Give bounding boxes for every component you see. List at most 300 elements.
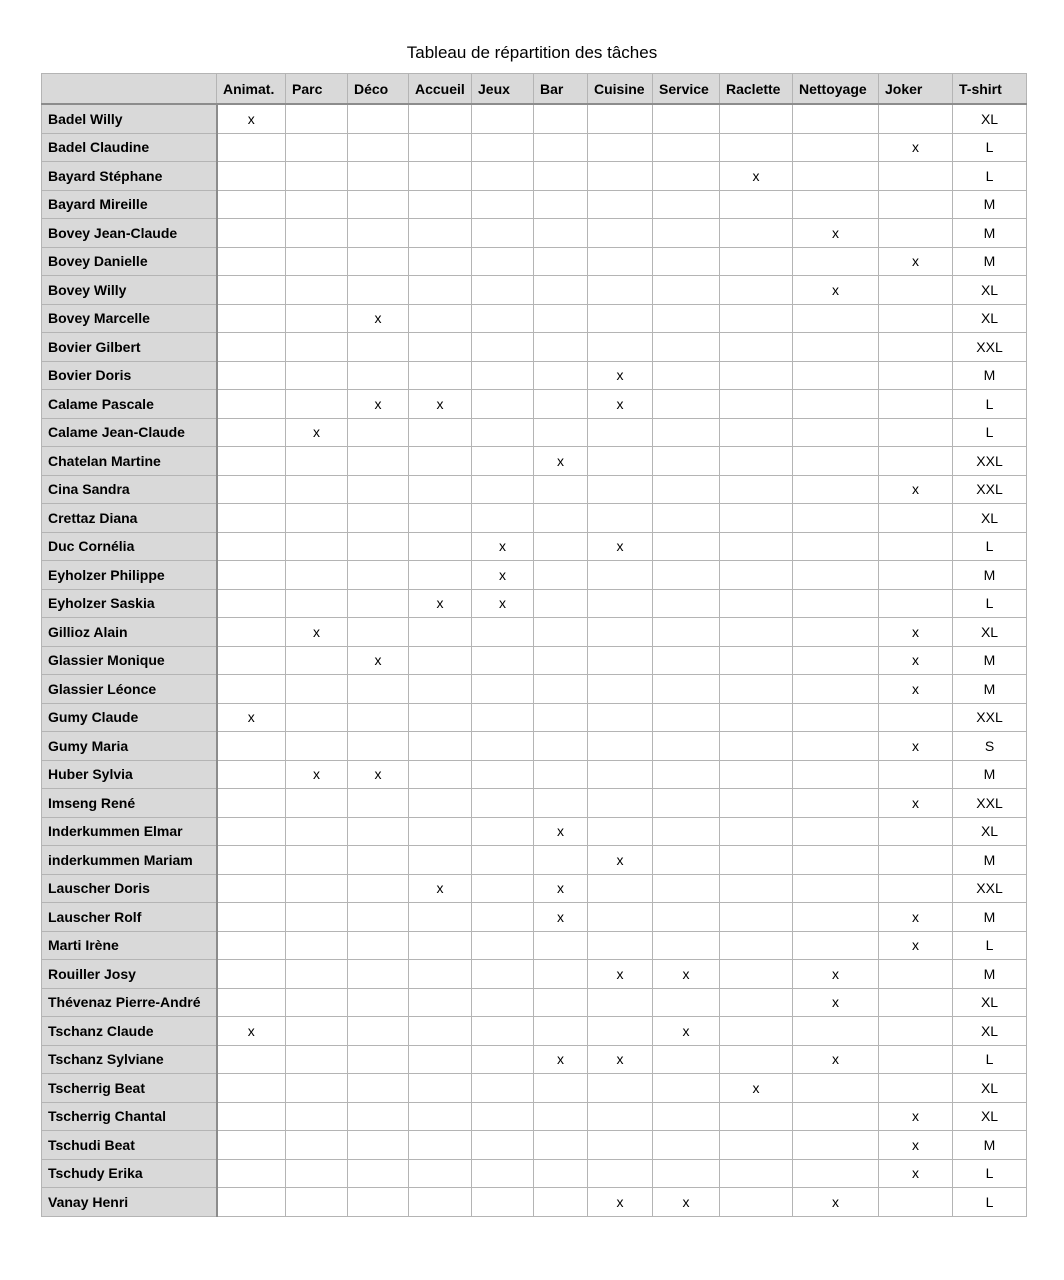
task-cell: x bbox=[286, 418, 348, 447]
task-cell bbox=[653, 304, 720, 333]
task-cell: x bbox=[286, 618, 348, 647]
person-name: Badel Willy bbox=[42, 104, 217, 133]
person-name: Badel Claudine bbox=[42, 133, 217, 162]
person-name: Eyholzer Philippe bbox=[42, 561, 217, 590]
task-cell bbox=[472, 903, 534, 932]
task-cell bbox=[793, 162, 879, 191]
tshirt-size-cell: L bbox=[953, 390, 1027, 419]
tshirt-size-cell: XXL bbox=[953, 447, 1027, 476]
task-cell bbox=[534, 247, 588, 276]
task-cell bbox=[720, 817, 793, 846]
task-cell bbox=[217, 561, 286, 590]
task-cell: x bbox=[472, 589, 534, 618]
task-cell bbox=[653, 1131, 720, 1160]
task-cell bbox=[348, 789, 409, 818]
table-row bbox=[42, 475, 1027, 504]
task-cell bbox=[793, 418, 879, 447]
tshirt-size-cell: XL bbox=[953, 1074, 1027, 1103]
task-cell bbox=[286, 789, 348, 818]
task-cell bbox=[653, 846, 720, 875]
task-cell bbox=[409, 1131, 472, 1160]
task-cell: x bbox=[653, 960, 720, 989]
task-cell bbox=[720, 1017, 793, 1046]
tshirt-size-cell: M bbox=[953, 247, 1027, 276]
task-cell bbox=[286, 104, 348, 133]
task-cell bbox=[720, 1045, 793, 1074]
task-cell bbox=[472, 846, 534, 875]
table-row bbox=[42, 361, 1027, 390]
task-cell bbox=[653, 988, 720, 1017]
task-cell bbox=[348, 447, 409, 476]
task-cell bbox=[534, 133, 588, 162]
task-cell bbox=[653, 219, 720, 248]
task-cell bbox=[409, 133, 472, 162]
table-row bbox=[42, 561, 1027, 590]
task-cell bbox=[879, 561, 953, 590]
person-name: Bovey Willy bbox=[42, 276, 217, 305]
task-cell bbox=[534, 988, 588, 1017]
task-cell bbox=[534, 931, 588, 960]
task-cell bbox=[720, 789, 793, 818]
table-body bbox=[42, 104, 1027, 1216]
column-header: Service bbox=[653, 74, 720, 105]
task-cell bbox=[348, 219, 409, 248]
task-cell: x bbox=[879, 646, 953, 675]
task-cell bbox=[348, 703, 409, 732]
task-cell: x bbox=[879, 732, 953, 761]
task-cell bbox=[588, 817, 653, 846]
task-cell bbox=[286, 1017, 348, 1046]
task-cell bbox=[409, 219, 472, 248]
task-cell bbox=[286, 219, 348, 248]
tshirt-size-cell: M bbox=[953, 903, 1027, 932]
task-cell bbox=[534, 561, 588, 590]
task-cell bbox=[653, 532, 720, 561]
table-row bbox=[42, 162, 1027, 191]
task-cell bbox=[409, 646, 472, 675]
task-cell bbox=[217, 418, 286, 447]
task-cell bbox=[793, 618, 879, 647]
task-cell: x bbox=[879, 1159, 953, 1188]
task-cell bbox=[286, 162, 348, 191]
task-cell bbox=[588, 760, 653, 789]
column-header: T-shirt bbox=[953, 74, 1027, 105]
task-cell bbox=[409, 561, 472, 590]
task-cell bbox=[653, 675, 720, 704]
person-name: Tschanz Claude bbox=[42, 1017, 217, 1046]
task-cell bbox=[534, 703, 588, 732]
task-cell bbox=[409, 418, 472, 447]
person-name: Bovey Danielle bbox=[42, 247, 217, 276]
task-cell bbox=[409, 789, 472, 818]
task-cell bbox=[653, 561, 720, 590]
task-cell bbox=[793, 760, 879, 789]
task-cell bbox=[472, 817, 534, 846]
task-cell bbox=[534, 1102, 588, 1131]
task-cell bbox=[348, 475, 409, 504]
task-cell: x bbox=[720, 1074, 793, 1103]
task-cell bbox=[286, 817, 348, 846]
task-table bbox=[41, 73, 1027, 1217]
task-cell bbox=[217, 390, 286, 419]
task-cell bbox=[409, 304, 472, 333]
task-cell bbox=[348, 247, 409, 276]
task-cell bbox=[720, 732, 793, 761]
task-cell bbox=[472, 960, 534, 989]
task-cell bbox=[588, 247, 653, 276]
task-cell bbox=[793, 1131, 879, 1160]
person-name: Lauscher Doris bbox=[42, 874, 217, 903]
table-row bbox=[42, 1102, 1027, 1131]
task-cell bbox=[720, 931, 793, 960]
task-cell bbox=[472, 1074, 534, 1103]
task-cell bbox=[534, 589, 588, 618]
task-cell bbox=[286, 703, 348, 732]
task-cell bbox=[793, 1159, 879, 1188]
task-cell bbox=[793, 789, 879, 818]
task-cell bbox=[409, 618, 472, 647]
task-cell bbox=[217, 874, 286, 903]
task-cell bbox=[348, 903, 409, 932]
table-row bbox=[42, 646, 1027, 675]
person-name: Thévenaz Pierre-André bbox=[42, 988, 217, 1017]
task-cell bbox=[793, 361, 879, 390]
task-cell bbox=[286, 589, 348, 618]
task-cell bbox=[348, 618, 409, 647]
tshirt-size-cell: XXL bbox=[953, 703, 1027, 732]
task-cell bbox=[588, 1017, 653, 1046]
person-name: Vanay Henri bbox=[42, 1188, 217, 1217]
task-cell bbox=[720, 988, 793, 1017]
tshirt-size-cell: XL bbox=[953, 304, 1027, 333]
table-header-row bbox=[42, 74, 1027, 105]
task-cell bbox=[720, 1188, 793, 1217]
task-cell bbox=[720, 247, 793, 276]
task-cell bbox=[348, 1159, 409, 1188]
task-cell bbox=[653, 418, 720, 447]
task-cell bbox=[348, 162, 409, 191]
tshirt-size-cell: XL bbox=[953, 618, 1027, 647]
column-header: Bar bbox=[534, 74, 588, 105]
task-cell: x bbox=[793, 276, 879, 305]
task-cell bbox=[879, 418, 953, 447]
table-row bbox=[42, 1017, 1027, 1046]
task-cell bbox=[286, 1102, 348, 1131]
task-cell bbox=[534, 960, 588, 989]
task-cell bbox=[720, 219, 793, 248]
table-row bbox=[42, 817, 1027, 846]
task-cell bbox=[720, 846, 793, 875]
task-cell bbox=[472, 618, 534, 647]
task-cell bbox=[879, 304, 953, 333]
task-cell bbox=[879, 1045, 953, 1074]
task-cell bbox=[217, 931, 286, 960]
task-cell bbox=[720, 190, 793, 219]
tshirt-size-cell: M bbox=[953, 675, 1027, 704]
task-cell bbox=[217, 304, 286, 333]
task-cell bbox=[409, 760, 472, 789]
table-row bbox=[42, 190, 1027, 219]
task-cell bbox=[534, 1017, 588, 1046]
task-cell bbox=[588, 133, 653, 162]
task-cell bbox=[653, 903, 720, 932]
task-cell bbox=[534, 418, 588, 447]
task-cell bbox=[588, 1102, 653, 1131]
task-cell bbox=[879, 1188, 953, 1217]
task-cell bbox=[217, 817, 286, 846]
task-cell bbox=[534, 390, 588, 419]
task-cell: x bbox=[409, 874, 472, 903]
task-cell: x bbox=[588, 1045, 653, 1074]
task-cell bbox=[653, 162, 720, 191]
task-cell bbox=[217, 1131, 286, 1160]
task-cell bbox=[534, 333, 588, 362]
task-cell bbox=[472, 361, 534, 390]
task-cell bbox=[879, 504, 953, 533]
task-cell bbox=[472, 418, 534, 447]
tshirt-size-cell: M bbox=[953, 219, 1027, 248]
task-cell bbox=[653, 190, 720, 219]
task-cell bbox=[472, 1045, 534, 1074]
task-cell bbox=[472, 133, 534, 162]
task-cell bbox=[348, 817, 409, 846]
task-cell bbox=[409, 1102, 472, 1131]
task-cell bbox=[217, 618, 286, 647]
task-cell bbox=[588, 874, 653, 903]
tshirt-size-cell: XL bbox=[953, 988, 1027, 1017]
task-cell bbox=[879, 532, 953, 561]
task-cell bbox=[472, 703, 534, 732]
task-cell: x bbox=[879, 133, 953, 162]
task-cell bbox=[217, 732, 286, 761]
task-cell bbox=[217, 133, 286, 162]
tshirt-size-cell: XXL bbox=[953, 475, 1027, 504]
task-cell bbox=[793, 447, 879, 476]
task-cell bbox=[588, 1131, 653, 1160]
tshirt-size-cell: XL bbox=[953, 276, 1027, 305]
task-cell bbox=[653, 817, 720, 846]
person-name: Tscherrig Beat bbox=[42, 1074, 217, 1103]
task-cell bbox=[217, 504, 286, 533]
task-cell: x bbox=[472, 561, 534, 590]
task-cell bbox=[793, 133, 879, 162]
table-row bbox=[42, 304, 1027, 333]
tshirt-size-cell: L bbox=[953, 133, 1027, 162]
task-cell bbox=[472, 874, 534, 903]
task-cell bbox=[472, 504, 534, 533]
task-cell bbox=[588, 475, 653, 504]
task-cell bbox=[217, 760, 286, 789]
tshirt-size-cell: M bbox=[953, 960, 1027, 989]
task-cell bbox=[348, 1131, 409, 1160]
tshirt-size-cell: M bbox=[953, 646, 1027, 675]
task-cell: x bbox=[217, 703, 286, 732]
task-cell bbox=[348, 532, 409, 561]
task-cell bbox=[793, 561, 879, 590]
header-corner-cell bbox=[42, 74, 217, 105]
task-cell bbox=[879, 104, 953, 133]
task-cell: x bbox=[588, 960, 653, 989]
task-cell bbox=[348, 104, 409, 133]
task-cell bbox=[588, 589, 653, 618]
task-cell bbox=[879, 760, 953, 789]
task-cell bbox=[286, 276, 348, 305]
task-cell bbox=[588, 703, 653, 732]
task-cell bbox=[409, 988, 472, 1017]
task-cell bbox=[472, 104, 534, 133]
task-cell bbox=[588, 504, 653, 533]
tshirt-size-cell: XL bbox=[953, 817, 1027, 846]
task-cell bbox=[286, 532, 348, 561]
task-cell bbox=[879, 988, 953, 1017]
table-row bbox=[42, 760, 1027, 789]
task-cell bbox=[409, 846, 472, 875]
task-cell bbox=[472, 988, 534, 1017]
task-cell bbox=[217, 190, 286, 219]
task-cell bbox=[653, 931, 720, 960]
task-cell bbox=[534, 219, 588, 248]
task-cell bbox=[217, 276, 286, 305]
task-cell bbox=[286, 133, 348, 162]
tshirt-size-cell: L bbox=[953, 418, 1027, 447]
person-name: Inderkummen Elmar bbox=[42, 817, 217, 846]
task-cell bbox=[409, 447, 472, 476]
task-cell bbox=[286, 931, 348, 960]
column-header: Déco bbox=[348, 74, 409, 105]
task-cell bbox=[286, 390, 348, 419]
task-cell bbox=[793, 646, 879, 675]
task-cell bbox=[217, 589, 286, 618]
task-cell bbox=[653, 646, 720, 675]
task-cell bbox=[217, 846, 286, 875]
table-row bbox=[42, 504, 1027, 533]
task-cell bbox=[653, 390, 720, 419]
task-cell bbox=[472, 675, 534, 704]
task-cell bbox=[793, 1074, 879, 1103]
task-cell bbox=[720, 390, 793, 419]
task-cell bbox=[793, 732, 879, 761]
task-cell bbox=[409, 247, 472, 276]
tshirt-size-cell: XXL bbox=[953, 333, 1027, 362]
task-cell bbox=[793, 504, 879, 533]
task-cell bbox=[720, 589, 793, 618]
task-cell bbox=[534, 732, 588, 761]
task-cell bbox=[286, 988, 348, 1017]
tshirt-size-cell: L bbox=[953, 1045, 1027, 1074]
task-cell bbox=[472, 276, 534, 305]
task-cell: x bbox=[472, 532, 534, 561]
task-cell: x bbox=[879, 1102, 953, 1131]
task-cell bbox=[879, 162, 953, 191]
task-cell bbox=[879, 190, 953, 219]
task-cell bbox=[286, 447, 348, 476]
task-cell bbox=[720, 333, 793, 362]
task-cell bbox=[348, 1045, 409, 1074]
table-row bbox=[42, 333, 1027, 362]
task-cell bbox=[348, 589, 409, 618]
task-cell bbox=[793, 703, 879, 732]
task-cell bbox=[588, 931, 653, 960]
tshirt-size-cell: XL bbox=[953, 504, 1027, 533]
task-cell bbox=[217, 1102, 286, 1131]
task-cell bbox=[348, 732, 409, 761]
task-cell bbox=[588, 190, 653, 219]
task-cell: x bbox=[879, 931, 953, 960]
task-cell bbox=[793, 846, 879, 875]
task-cell bbox=[720, 532, 793, 561]
task-cell bbox=[472, 789, 534, 818]
task-cell bbox=[534, 789, 588, 818]
task-cell bbox=[409, 532, 472, 561]
person-name: Tschanz Sylviane bbox=[42, 1045, 217, 1074]
task-cell bbox=[217, 333, 286, 362]
task-cell bbox=[720, 276, 793, 305]
task-cell: x bbox=[879, 675, 953, 704]
task-cell bbox=[472, 219, 534, 248]
task-cell bbox=[588, 304, 653, 333]
task-cell bbox=[720, 1102, 793, 1131]
task-cell bbox=[793, 817, 879, 846]
table-row bbox=[42, 589, 1027, 618]
tshirt-size-cell: M bbox=[953, 190, 1027, 219]
tshirt-size-cell: L bbox=[953, 162, 1027, 191]
tshirt-size-cell: M bbox=[953, 561, 1027, 590]
task-cell bbox=[286, 475, 348, 504]
task-cell bbox=[793, 903, 879, 932]
task-cell bbox=[348, 504, 409, 533]
tshirt-size-cell: S bbox=[953, 732, 1027, 761]
task-cell bbox=[588, 618, 653, 647]
task-cell bbox=[286, 646, 348, 675]
person-name: Lauscher Rolf bbox=[42, 903, 217, 932]
task-cell bbox=[534, 276, 588, 305]
task-cell bbox=[472, 247, 534, 276]
task-cell bbox=[653, 361, 720, 390]
tshirt-size-cell: XL bbox=[953, 1102, 1027, 1131]
task-cell bbox=[793, 304, 879, 333]
task-cell bbox=[720, 1131, 793, 1160]
person-name: Gillioz Alain bbox=[42, 618, 217, 647]
task-cell bbox=[653, 1159, 720, 1188]
table-row bbox=[42, 276, 1027, 305]
task-cell bbox=[217, 1045, 286, 1074]
task-cell bbox=[217, 532, 286, 561]
person-name: Chatelan Martine bbox=[42, 447, 217, 476]
task-cell bbox=[472, 475, 534, 504]
task-cell bbox=[879, 817, 953, 846]
table-row bbox=[42, 1188, 1027, 1217]
task-cell bbox=[472, 390, 534, 419]
task-cell bbox=[217, 675, 286, 704]
person-name: Bayard Stéphane bbox=[42, 162, 217, 191]
task-cell bbox=[286, 846, 348, 875]
task-cell bbox=[534, 1131, 588, 1160]
task-cell bbox=[217, 988, 286, 1017]
task-cell bbox=[534, 846, 588, 875]
task-cell: x bbox=[879, 1131, 953, 1160]
task-cell bbox=[793, 1017, 879, 1046]
task-cell: x bbox=[879, 247, 953, 276]
tshirt-size-cell: XL bbox=[953, 1017, 1027, 1046]
task-cell bbox=[793, 190, 879, 219]
task-cell bbox=[286, 247, 348, 276]
task-cell bbox=[409, 361, 472, 390]
table-row bbox=[42, 703, 1027, 732]
task-cell bbox=[720, 618, 793, 647]
person-name: Glassier Monique bbox=[42, 646, 217, 675]
task-cell bbox=[286, 504, 348, 533]
table-row bbox=[42, 1045, 1027, 1074]
